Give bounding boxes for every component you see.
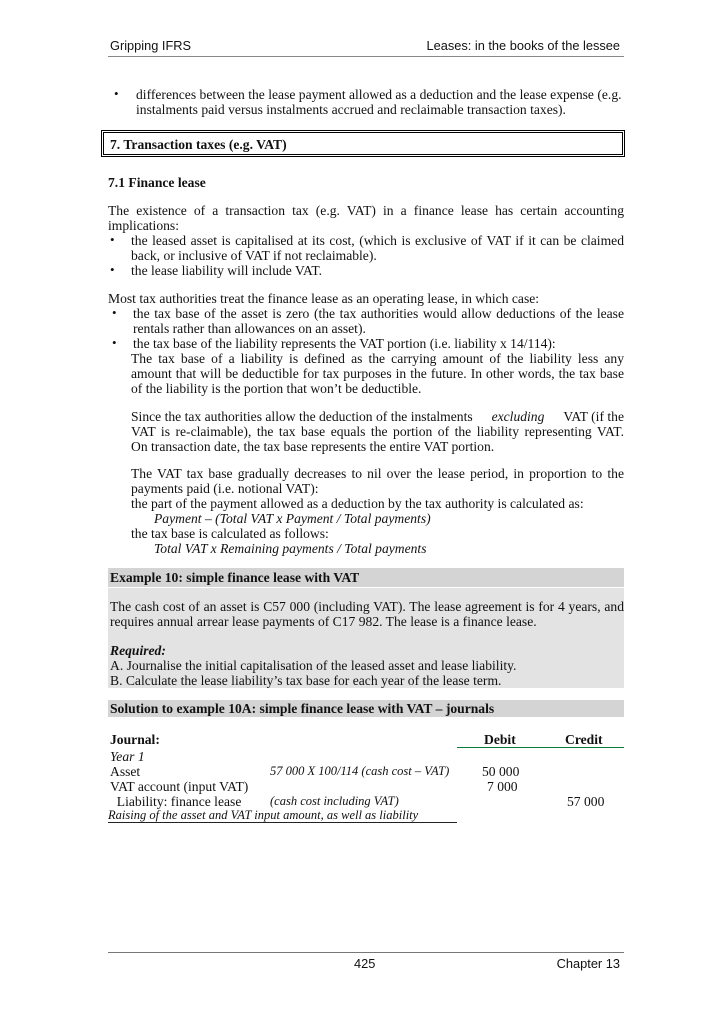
para2: Most tax authorities treat the finance lease as an operating lease, in which case: (108, 291, 540, 306)
example-required-a: A. Journalise the initial capitalisation of the leased asset and lease liability. (110, 658, 517, 673)
bullets2-p2-line1 (131, 409, 624, 424)
example-required-b: B. Calculate the lease liability’s tax base for each year of the lease term. (110, 673, 502, 688)
intro-bullet-line2: instalments paid versus instalments accrued and reclaimable transaction taxes). (136, 102, 566, 117)
journal-row-account: VAT account (input VAT) (110, 779, 249, 794)
bullets2-p1-line2: amount that will be deductible for tax purposes in the future. In other words, the tax base (131, 366, 624, 381)
bullets2-b2: the tax base of the liability represents the VAT portion (i.e. liability x 14/114): (133, 336, 556, 351)
bullet-icon: • (112, 305, 117, 320)
bullets2-p3-line1: The VAT tax base gradually decreases to nil over the lease period, in proportion to the (131, 466, 624, 481)
formula-tax-base: Total VAT x Remaining payments / Total payments (154, 541, 427, 556)
journal-bottom-rule (108, 822, 457, 823)
journal-year: Year 1 (110, 749, 145, 764)
bullet-icon: • (114, 86, 119, 101)
journal-row-note: 57 000 X 100/114 (cash cost – VAT) (270, 764, 450, 778)
footer-rule (108, 952, 624, 953)
example-title: Example 10: simple finance lease with VAT (110, 570, 360, 585)
bullets1-b1-line1: the leased asset is capitalised at its cost, (which is exclusive of VAT if it can be claimed (131, 233, 624, 248)
example-line2: requires annual arrear lease payments of C17 982. The lease is a finance lease. (110, 614, 537, 629)
bullets2-p2-line3: On transaction date, the tax base represents the entire VAT portion. (131, 439, 495, 454)
header-rule (108, 56, 624, 57)
journal-row-credit: 57 000 (567, 794, 605, 809)
bullet-icon: • (110, 262, 115, 277)
bullets2-p1-line3: of the liability is the portion that won’t be deductible. (131, 381, 422, 396)
journal-header-label: Journal: (110, 732, 160, 747)
bullets2-p3-line2: payments paid (i.e. notional VAT): (131, 481, 319, 496)
bullets2-p1-line1: The tax base of a liability is defined as the carrying amount of the liability less any (131, 351, 624, 366)
bullets2-p2-line2: VAT is re-claimable), the tax base equals the portion of the liability representing VAT. (131, 424, 624, 439)
header-left: Gripping IFRS (110, 38, 192, 53)
bullet-icon: • (112, 335, 117, 350)
p2-text-excluding: excluding (491, 409, 545, 424)
journal-row-debit: 50 000 (482, 764, 520, 779)
journal-row-account: Liability: finance lease (110, 794, 242, 809)
example-required: Required: (110, 643, 166, 658)
bullet-icon: • (110, 232, 115, 247)
header-right: Leases: in the books of the lessee (426, 38, 620, 53)
solution-title: Solution to example 10A: simple finance lease with VAT – journals (110, 701, 495, 716)
subsection-title: 7.1 Finance lease (108, 175, 206, 190)
journal-header-rule (457, 747, 624, 748)
p2-text-a: Since the tax authorities allow the deduction of the instalments (131, 409, 473, 424)
bullets1-b1-line2: back, or inclusive of VAT if not reclaimable). (131, 248, 377, 263)
formula-deduction: Payment – (Total VAT x Payment / Total payments) (154, 511, 431, 526)
journal-header-debit: Debit (484, 732, 516, 747)
p2-text-c: VAT (if the (563, 409, 624, 424)
journal-row-debit: 7 000 (487, 779, 518, 794)
page-number: 425 (354, 956, 376, 971)
bullets2-p3-line3: the part of the payment allowed as a deduction by the tax authority is calculated as: (131, 496, 584, 511)
journal-row-note: (cash cost including VAT) (270, 794, 399, 808)
para1-line1: The existence of a transaction tax (e.g. VAT) in a finance lease has certain accounting (108, 203, 624, 218)
footer-chapter: Chapter 13 (556, 956, 620, 971)
bullets2-b1-line1: the tax base of the asset is zero (the tax authorities would allow deductions of the lease (133, 306, 624, 321)
section-title: 7. Transaction taxes (e.g. VAT) (110, 137, 287, 152)
journal-narration: Raising of the asset and VAT input amount, as well as liability (108, 808, 419, 822)
para1-line2: implications: (108, 218, 179, 233)
journal-row-account: Asset (110, 764, 141, 779)
journal-header-credit: Credit (565, 732, 603, 747)
bullets2-b1-line2: rentals rather than allowances on an asset). (133, 321, 366, 336)
bullets1-b2: the lease liability will include VAT. (131, 263, 323, 278)
intro-bullet-line1: differences between the lease payment allowed as a deduction and the lease expense (e.g. (136, 87, 622, 102)
example-line1: The cash cost of an asset is C57 000 (including VAT). The lease agreement is for 4 years, and (110, 599, 624, 614)
bullets2-p3-line4: the tax base is calculated as follows: (131, 526, 329, 541)
